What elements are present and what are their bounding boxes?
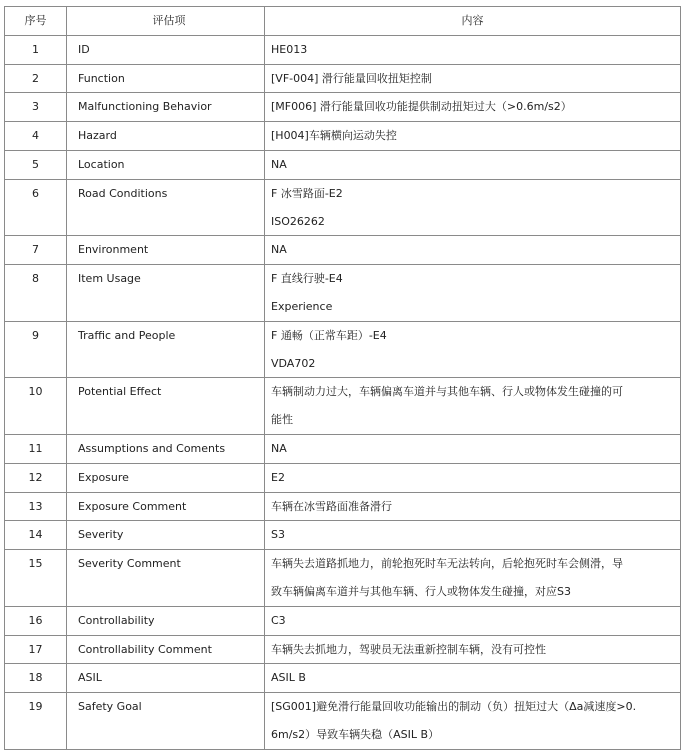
row-content xyxy=(265,664,681,693)
row-content xyxy=(265,635,681,664)
row-content xyxy=(265,434,681,463)
table-header-row xyxy=(5,7,681,36)
row-number: 1 xyxy=(5,35,67,64)
row-number: 9 xyxy=(5,321,67,378)
content-line: NA xyxy=(271,157,287,171)
table-row xyxy=(5,35,681,64)
row-number: 18 xyxy=(5,664,67,693)
table-row xyxy=(5,64,681,93)
row-number: 13 xyxy=(5,492,67,521)
table-row xyxy=(5,521,681,550)
table-row xyxy=(5,664,681,693)
row-number: 16 xyxy=(5,606,67,635)
row-number: 15 xyxy=(5,550,67,607)
evaluation-table xyxy=(4,6,681,750)
table-row xyxy=(5,150,681,179)
row-item-name: ASIL xyxy=(67,664,265,693)
row-content xyxy=(265,606,681,635)
row-item-name: Severity Comment xyxy=(67,550,265,607)
table-row xyxy=(5,434,681,463)
row-number: 14 xyxy=(5,521,67,550)
row-content xyxy=(265,64,681,93)
header-no: 序号 xyxy=(5,7,67,36)
table-row xyxy=(5,179,681,236)
content-line: [MF006] 滑行能量回收功能提供制动扭矩过大（>0.6m/s2） xyxy=(271,100,572,114)
row-content xyxy=(265,93,681,122)
table-row xyxy=(5,492,681,521)
table-row xyxy=(5,236,681,265)
row-item-name: Controllability Comment xyxy=(67,635,265,664)
table-row xyxy=(5,606,681,635)
table-row xyxy=(5,122,681,151)
row-number: 5 xyxy=(5,150,67,179)
row-item-name: Malfunctioning Behavior xyxy=(67,93,265,122)
content-line: 车辆在冰雪路面准备滑行 xyxy=(271,499,392,513)
content-line: HE013 xyxy=(271,42,308,56)
content-line: Experience xyxy=(271,299,333,313)
table-row xyxy=(5,550,681,607)
content-line: [H004]车辆横向运动失控 xyxy=(271,129,397,143)
row-content xyxy=(265,693,681,750)
content-line: E2 xyxy=(271,470,285,484)
row-item-name: Exposure xyxy=(67,463,265,492)
table-row xyxy=(5,321,681,378)
content-line: NA xyxy=(271,441,287,455)
content-line: [VF-004] 滑行能量回收扭矩控制 xyxy=(271,71,432,85)
row-content xyxy=(265,265,681,322)
row-content xyxy=(265,35,681,64)
row-number: 4 xyxy=(5,122,67,151)
content-line: S3 xyxy=(271,528,285,542)
content-line: ISO26262 xyxy=(271,214,325,228)
content-line: C3 xyxy=(271,613,286,627)
table-row xyxy=(5,265,681,322)
content-line: 致车辆偏离车道并与其他车辆、行人或物体发生碰撞，对应S3 xyxy=(271,584,571,598)
row-number: 19 xyxy=(5,693,67,750)
row-content xyxy=(265,492,681,521)
row-number: 3 xyxy=(5,93,67,122)
row-number: 7 xyxy=(5,236,67,265)
content-line: 6m/s2）导致车辆失稳（ASIL B） xyxy=(271,727,440,741)
row-number: 17 xyxy=(5,635,67,664)
content-line: [SG001]避免滑行能量回收功能输出的制动（负）扭矩过大（Δa减速度>0. xyxy=(271,700,637,714)
row-content xyxy=(265,236,681,265)
row-item-name: Traffic and People xyxy=(67,321,265,378)
row-item-name: Environment xyxy=(67,236,265,265)
content-line: 车辆失去抓地力，驾驶员无法重新控制车辆，没有可控性 xyxy=(271,642,546,656)
row-content xyxy=(265,122,681,151)
content-line: VDA702 xyxy=(271,356,316,370)
table-row xyxy=(5,93,681,122)
content-line: 车辆失去道路抓地力，前轮抱死时车无法转向，后轮抱死时车会侧滑，导 xyxy=(271,557,623,571)
row-item-name: Hazard xyxy=(67,122,265,151)
content-line: NA xyxy=(271,243,287,257)
row-item-name: Road Conditions xyxy=(67,179,265,236)
row-content xyxy=(265,550,681,607)
row-number: 2 xyxy=(5,64,67,93)
row-content xyxy=(265,150,681,179)
table-row xyxy=(5,378,681,435)
row-content xyxy=(265,378,681,435)
table-body xyxy=(5,35,681,749)
content-line: ASIL B xyxy=(271,671,306,685)
table-row xyxy=(5,463,681,492)
header-content: 内容 xyxy=(265,7,681,36)
row-item-name: Item Usage xyxy=(67,265,265,322)
row-item-name: ID xyxy=(67,35,265,64)
row-item-name: Severity xyxy=(67,521,265,550)
header-item: 评估项 xyxy=(67,7,265,36)
row-number: 12 xyxy=(5,463,67,492)
content-line: F 直线行驶-E4 xyxy=(271,272,343,286)
row-content xyxy=(265,463,681,492)
row-number: 10 xyxy=(5,378,67,435)
content-line: F 通畅（正常车距）-E4 xyxy=(271,328,387,342)
row-content xyxy=(265,179,681,236)
row-item-name: Exposure Comment xyxy=(67,492,265,521)
row-item-name: Function xyxy=(67,64,265,93)
row-content xyxy=(265,521,681,550)
table-row xyxy=(5,693,681,750)
row-number: 8 xyxy=(5,265,67,322)
row-number: 6 xyxy=(5,179,67,236)
row-item-name: Potential Effect xyxy=(67,378,265,435)
row-item-name: Safety Goal xyxy=(67,693,265,750)
content-line: 车辆制动力过大，车辆偏离车道并与其他车辆、行人或物体发生碰撞的可 xyxy=(271,385,623,399)
content-line: 能性 xyxy=(271,413,293,427)
table-row xyxy=(5,635,681,664)
content-line: F 冰雪路面-E2 xyxy=(271,186,343,200)
row-item-name: Location xyxy=(67,150,265,179)
row-item-name: Assumptions and Coments xyxy=(67,434,265,463)
row-number: 11 xyxy=(5,434,67,463)
row-item-name: Controllability xyxy=(67,606,265,635)
row-content xyxy=(265,321,681,378)
